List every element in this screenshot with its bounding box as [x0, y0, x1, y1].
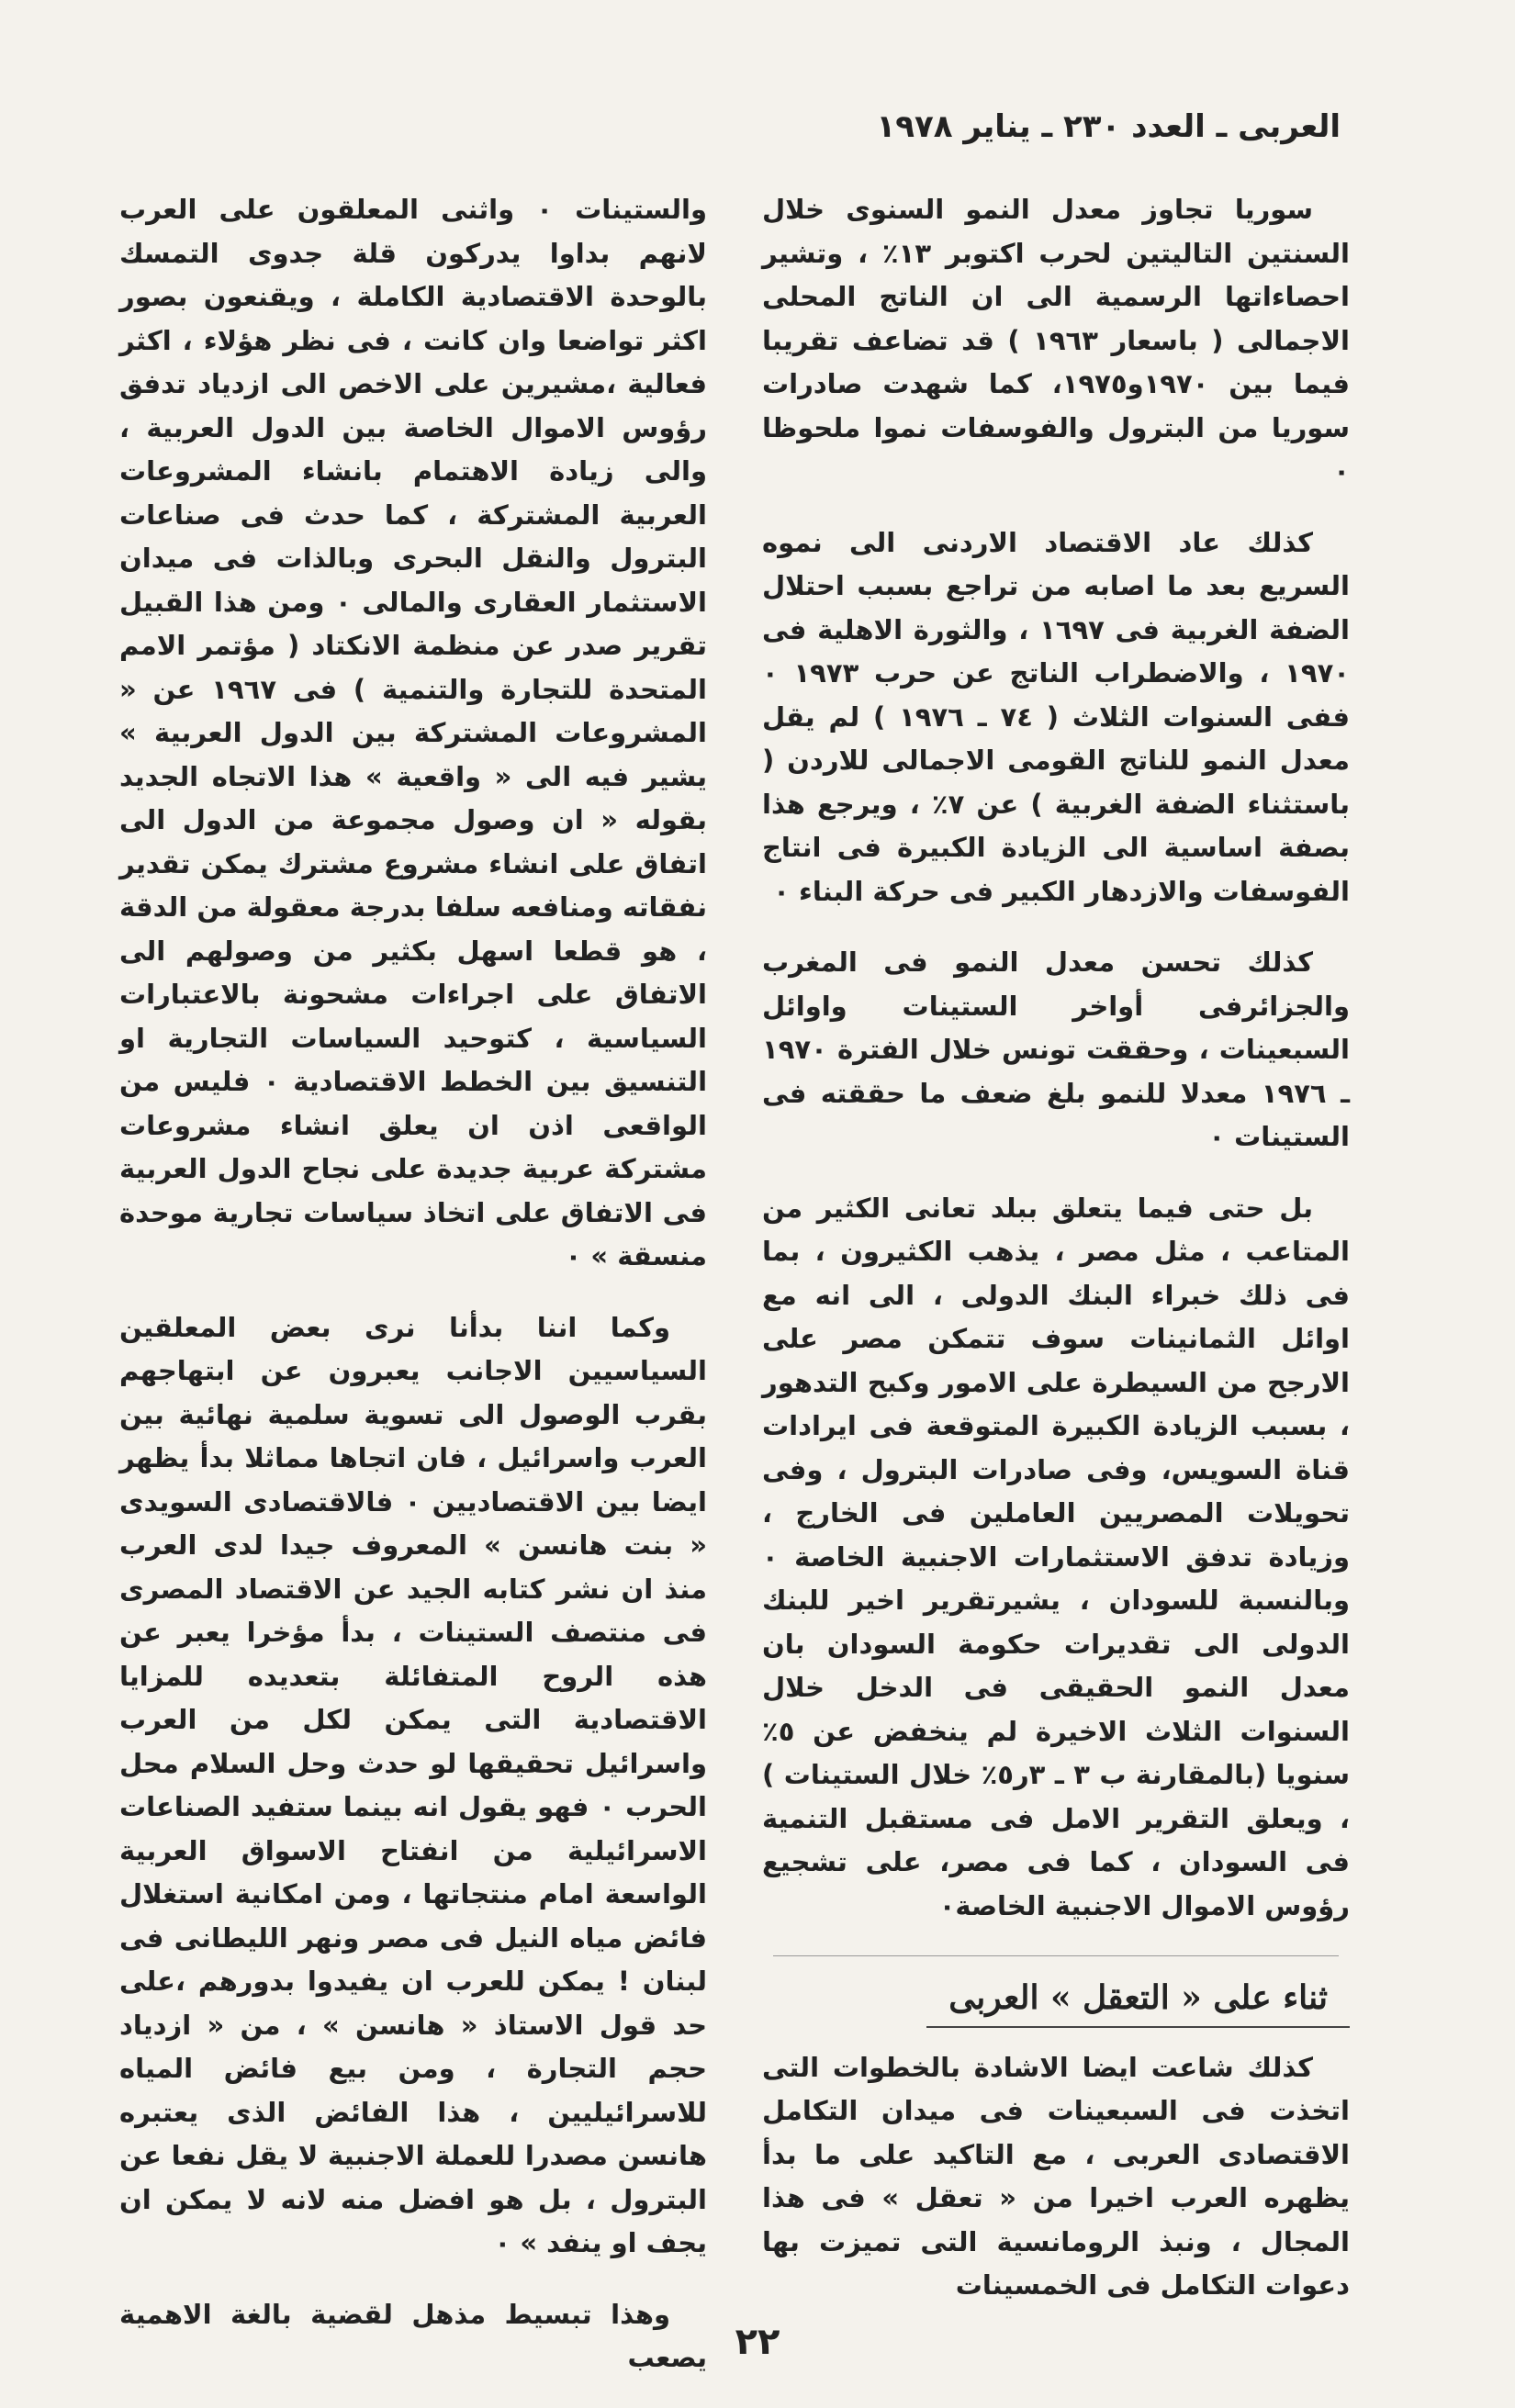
subheading-text: ثناء على « التعقل » العربى [926, 1977, 1350, 2028]
running-header: العربى ـ العدد ٢٣٠ ـ يناير ١٩٧٨ [876, 108, 1341, 145]
paragraph-integration: كذلك شاعت ايضا الاشادة بالخطوات التى اتخذت فى السبعينات فى ميدان التكامل الاقتصادى العربى ، مع التاكيد على ما بدأ يظهره العرب اخيرا من « تعقل » فى هذا المجال ، ونبذ الرومانسية التى تميزت بها دعوات التكامل فى الخمسينات [762, 2051, 1350, 2301]
page-number: ٢٢ [735, 2321, 780, 2363]
paragraph-unctad: والستينات ٠ واثنى المعلقون على العرب لانهم بداوا يدركون قلة جدوى التمسك بالوحدة الاقتصادية الكاملة ، ويقنعون بصور اكثر تواضعا وان كانت ، فى نظر هؤلاء ، اكثر فعالية ،مشيرين على الاخص الى ازدياد تدفق رؤوس الاموال الخاصة بين الدول العربية ، والى زيادة الاهتمام بانشاء المشروعات العربية المشتركة ، كما حدث فى صناعات البترول والنقل البحرى وبالذات فى ميدان الاستثمار العقارى والمالى ٠ ومن هذا القبيل تقرير صدر عن منظمة الانكتاد ( مؤتمر الامم المتحدة للتجارة والتنمية ) فى ١٩٦٧ عن « المشروعات المشتركة بين الدول العربية » يشير فيه الى « واقعية » هذا الاتجاه الجديد بقوله « ان وصول مجموعة من الدول الى اتفاق على انشاء مشروع مشترك يمكن تقدير نفقاته ومنافعه سلفا بدرجة معقولة من الدقة ، هو قطعا اسهل بكثير من وصولهم الى الاتفاق على اجراءات مشحونة بالاعتبارات السياسية ، كتوحيد السياسات التجارية او التنسيق بين الخطط الاقتصادية ٠ فليس من الواقعى اذن ان يعلق انشاء مشروعات مشتركة عربية جديدة على نجاح الدول العربية فى الاتفاق على اتخاذ سياسات تجارية موحدة منسقة » ٠ [119, 194, 708, 1271]
paragraph-syria: سوريا تجاوز معدل النمو السنوى خلال السنتين التاليتين لحرب اكتوبر ١٣٪ ، وتشير احصاءاتها الرسمية الى ان الناتج المحلى الاجمالى ( باسعار ١٩٦٣ ) قد تضاعف تقريبا فيما بين ١٩٧٠و١٩٧٥، كما شهدت صادرات سوريا من البترول والفوسفات نموا ملحوظا ٠ [762, 194, 1350, 487]
right-column [762, 188, 1350, 2335]
paragraph-hansen: وكما اننا بدأنا نرى بعض المعلقين السياسيين الاجانب يعبرون عن ابتهاجهم بقرب الوصول الى تسوية سلمية نهائية بين العرب واسرائيل ، فان اتجاها مماثلا بدأ يظهر ايضا بين الاقتصاديين ٠ فالاقتصادى السويدى « بنت هانسن » المعروف جيدا لدى العرب منذ ان نشر كتابه الجيد عن الاقتصاد المصرى فى منتصف الستينات ، بدأ مؤخرا يعبر عن هذه الروح المتفائلة بتعديده للمزايا الاقتصادية التى يمكن لكل من العرب واسرائيل تحقيقها لو حدث وحل السلام محل الحرب ٠ فهو يقول انه بينما ستفيد الصناعات الاسرائيلية من انفتاح الاسواق العربية الواسعة امام منتجاتها ، ومن امكانية استغلال فائض مياه النيل فى مصر ونهر الليطانى فى لبنان ! يمكن للعرب ان يفيدوا بدورهم ،على حد قول الاستاذ « هانسن » ، من « ازدياد حجم التجارة ، ومن بيع فائض المياه للاسرائيليين ، هذا الفائض الذى يعتبره هانسن مصدرا للعملة الاجنبية لا يقل نفعا عن البترول ، بل هو افضل منه لانه لا يمكن ان يجف او ينفد » ٠ [119, 1311, 707, 2258]
section-subheading [762, 1977, 1350, 2028]
paragraph-maghreb: كذلك تحسن معدل النمو فى المغرب والجزائرفى أواخر الستينات واوائل السبعينات ، وحققت تونس خلال الفترة ١٩٧٠ ـ ١٩٧٦ معدلا للنمو بلغ ضعف ما حققته فى الستينات ٠ [762, 946, 1350, 1152]
paragraph-jordan: كذلك عاد الاقتصاد الاردنى الى نموه السريع بعد ما اصابه من تراجع بسبب احتلال الضفة الغربية فى ١٦٩٧ ، والثورة الاهلية فى ١٩٧٠ ، والاضطراب الناتج عن حرب ١٩٧٣ ٠ ففى السنوات الثلاث ( ٧٤ ـ ١٩٧٦ ) لم يقل معدل النمو للناتج القومى الاجمالى للاردن ( باستثناء الضفة الغربية ) عن ٧٪ ، ويرجع هذا بصفة اساسية الى الزيادة الكبيرة فى انتاج الفوسفات والازدهار الكبير فى حركة البناء ٠ [762, 526, 1351, 907]
paragraph-closing: وهذا تبسيط مذهل لقضية بالغة الاهمية يصعب [119, 2298, 707, 2373]
paragraph-egypt-sudan: بل حتى فيما يتعلق ببلد تعانى الكثير من المتاعب ، مثل مصر ، يذهب الكثيرون ، بما فى ذلك خبراء البنك الدولى ، الى انه مع اوائل الثمانينات سوف تتمكن مصر على الارجح من السيطرة على الامور وكبح التدهور ، بسبب الزيادة الكبيرة المتوقعة فى ايرادات قناة السويس، وفى صادرات البترول ، وفى تحويلات المصريين العاملين فى الخارج ، وزيادة تدفق الاستثمارات الاجنبية الخاصة ٠ وبالنسبة للسودان ، يشيرتقرير اخير للبنك الدولى الى تقديرات حكومة السودان بان معدل النمو الحقيقى فى الدخل خلال السنوات الثلاث الاخيرة لم ينخفض عن ٥٪ سنويا (بالمقارنة ب ٣ ـ ٣ر٥٪ خلال الستينات ) ، ويعلق التقرير الامل فى مستقبل التنمية فى السودان ، كما فى مصر، على تشجيع رؤوس الاموال الاجنبية الخاصة٠ [762, 1192, 1350, 1921]
section-divider [773, 1955, 1339, 1956]
left-column [119, 188, 707, 2408]
